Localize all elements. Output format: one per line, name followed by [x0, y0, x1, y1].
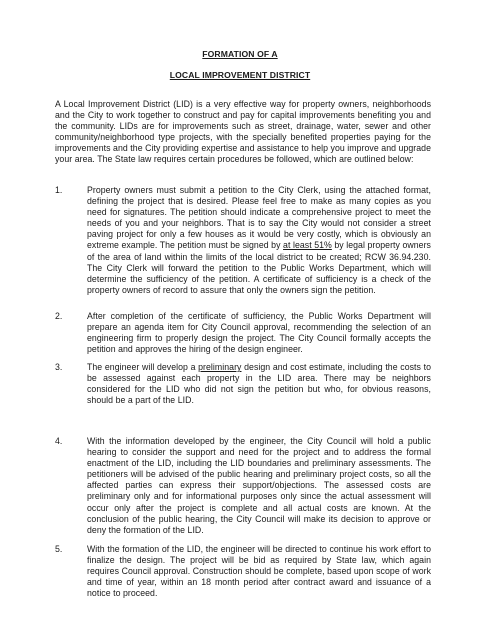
list-item-text-part: by legal property owners of the area of land within the limits of the local district to be created; RCW 36.94.230. The City Clerk will forward the petition to the Public Works Department, which will determine the sufficiency of the petition. A certificate of sufficiency is a check of the property owners of record to assure that only the owners sign the petition.	[87, 240, 431, 295]
list-item-text	[87, 362, 431, 406]
list-item-number: 5.	[55, 544, 63, 554]
list-item-text: With the formation of the LID, the engineer will be directed to continue his work effort to finalize the design. The project will be bid as required by State law, which again requires Council approval. Construction should be complete, based upon scope of work and time of year, within an 18 month period after contract award and issuance of a notice to proceed.	[87, 544, 431, 599]
list-item-number: 2.	[55, 311, 63, 321]
intro-paragraph: A Local Improvement District (LID) is a very effective way for property owners, neighborhoods and the City to work together to construct and pay for capital improvements benefiting you and the community. LIDs are for improvements such as street, drainage, water, sewer and other community/neighborhood type projects, with the specially benefited properties paying for the improvements and the City providing expertise and assistance to help you improve and upgrade your area. The State law requires certain procedures be followed, which are outlined below:	[55, 99, 431, 165]
list-item-text-part: design and cost estimate, including the costs to be assessed against each property in the LID area. There may be neighbors considered for the LID who did not sign the petition but who, for obvious reasons, should be a part of the LID.	[87, 362, 431, 406]
underlined-emphasis: preliminary	[198, 362, 242, 372]
list-item-number: 4.	[55, 436, 63, 446]
underlined-emphasis: at least 51%	[283, 240, 332, 251]
list-item-number: 1.	[55, 185, 63, 195]
list-item-text: After completion of the certificate of sufficiency, the Public Works Department will prepare an agenda item for City Council approval, recommending the selection of an engineering firm to properly design the project. The City Council formally accepts the petition and approves the hiring of the design engineer.	[87, 311, 431, 355]
document-title-line-2: LOCAL IMPROVEMENT DISTRICT	[169, 70, 311, 80]
list-item-number: 3.	[55, 362, 63, 372]
list-item-text-part: Property owners must submit a petition to the City Clerk, using the attached format, defining the project that is desired. Please feel free to make as many copies as you need for signatures. The petition should indicate a comprehensive project to meet the needs of you and your neighbors. That is to say the City would not consider a street paving project for only a few houses as it would be very costly, which is obviously an extreme example. The petition must be signed by	[87, 185, 431, 251]
document-title-line-1: FORMATION OF A	[202, 49, 278, 59]
list-item-text-part: The engineer will develop a	[87, 362, 199, 372]
list-item-text: With the information developed by the engineer, the City Council will hold a public hearing to consider the support and need for the project and to address the formal enactment of the LID, including the LID boundaries and preliminary assessments. The petitioners will be advised of the public hearing and preliminary project costs, so all the affected parties can express their support/objections. The assessed costs are preliminary only and for informational purposes only since the actual assessment will occur only after the project is complete and all actual costs are known. At the conclusion of the public hearing, the City Council will make its decision to approve or deny the formation of the LID.	[87, 436, 431, 535]
list-item-text	[87, 185, 431, 296]
